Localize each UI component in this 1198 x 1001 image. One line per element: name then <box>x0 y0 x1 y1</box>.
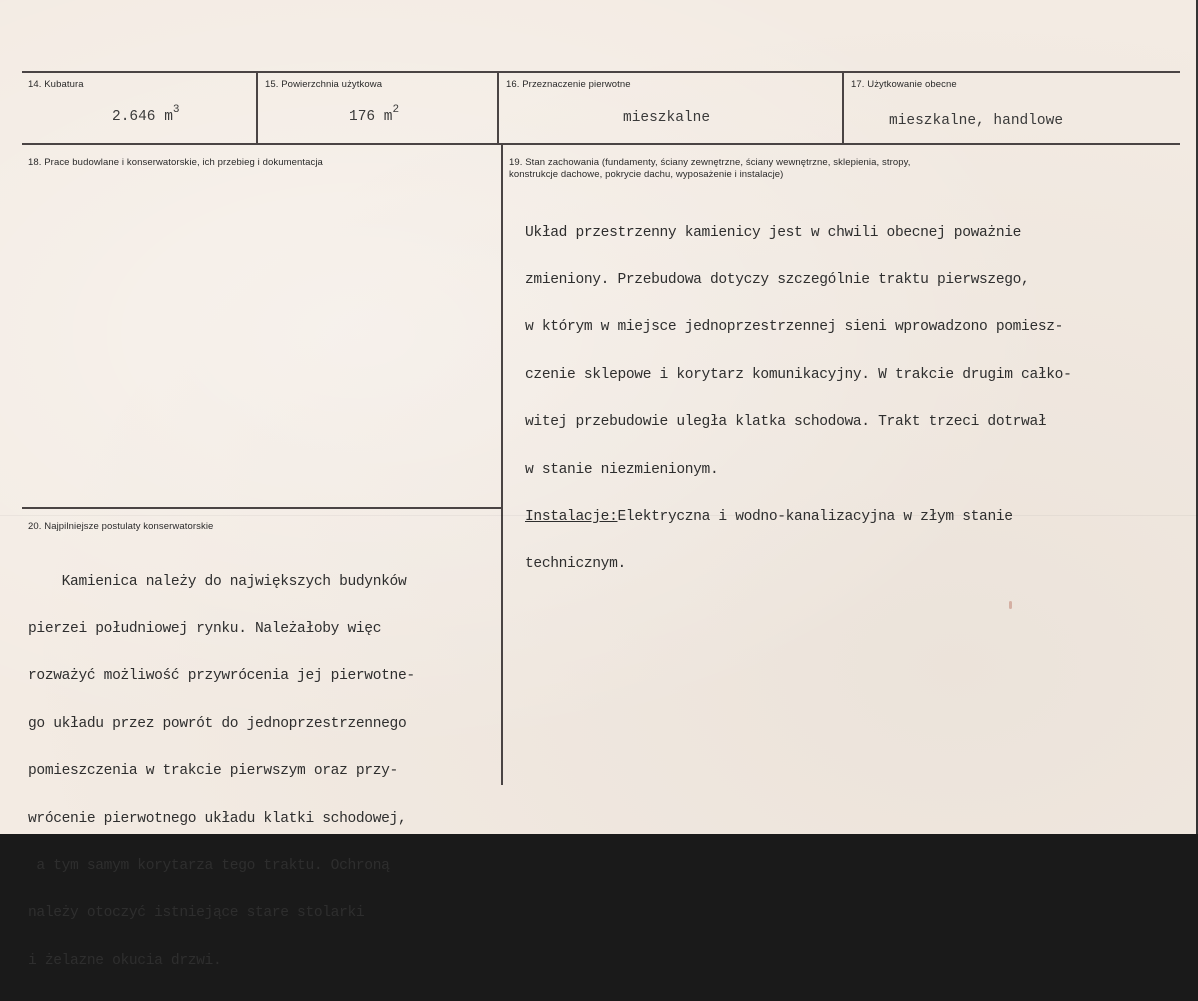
field-20-header: 20. Najpilniejsze postulaty konserwatorskie <box>28 521 214 532</box>
divider-14-15 <box>256 73 258 143</box>
field-20-line-7: a tym samym korytarza tego traktu. Ochroną <box>28 857 390 874</box>
field-19-header <box>509 157 911 181</box>
field-19-line-2: zmieniony. Przebudowa dotyczy szczególnie traktu pierwszego, <box>525 271 1030 288</box>
field-19-line-5: witej przebudowie uległa klatka schodowa. Trakt trzeci dotrwał <box>525 414 1047 431</box>
field-20-line-8: należy otoczyć istniejące stare stolarki <box>28 905 365 922</box>
row1-bottom-rule <box>22 143 1180 145</box>
field-19-install-label: Instalacje: <box>525 508 618 525</box>
field-19-line-3: w którym w miejsce jednoprzestrzennej sieni wprowadzono pomiesz- <box>525 319 1064 336</box>
field-14-header: 14. Kubatura <box>28 79 84 90</box>
field-14-exponent: 3 <box>172 104 180 116</box>
field-15-number: 176 m <box>349 108 393 125</box>
field-15-value <box>349 106 399 125</box>
field-18-header: 18. Prace budowlane i konserwatorskie, ich przebieg i dokumentacja <box>28 157 323 168</box>
field-15-exponent: 2 <box>392 104 400 116</box>
field-20-line-5: pomieszczenia w trakcie pierwszym oraz przy- <box>28 763 398 780</box>
field-16-header: 16. Przeznaczenie pierwotne <box>506 79 631 90</box>
section18-bottom-rule <box>22 507 501 509</box>
main-vertical-divider <box>501 145 503 785</box>
paper-speck <box>1009 601 1012 609</box>
field-19-line-4: czenie sklepowe i korytarz komunikacyjny. W trakcie drugim całko- <box>525 366 1072 383</box>
field-19-line-1: Układ przestrzenny kamienicy jest w chwili obecnej poważnie <box>525 224 1022 241</box>
divider-16-17 <box>842 73 844 143</box>
field-20-line-2: pierzei południowej rynku. Należałoby więc <box>28 620 382 637</box>
field-19-install-text: Elektryczna i wodno-kanalizacyjna w złym stanie <box>617 508 1013 525</box>
field-20-line-1: Kamienica należy do największych budynków <box>28 573 407 590</box>
divider-15-16 <box>497 73 499 143</box>
field-15-header: 15. Powierzchnia użytkowa <box>265 79 383 90</box>
field-19-header-line-2: konstrukcje dachowe, pokrycie dachu, wyposażenie i instalacje) <box>509 169 784 180</box>
field-17-header: 17. Użytkowanie obecne <box>851 79 957 90</box>
field-20-line-4: go układu przez powrót do jednoprzestrzennego <box>28 715 407 732</box>
top-rule <box>22 71 1180 73</box>
field-20-line-9: i żelazne okucia drzwi. <box>28 952 222 969</box>
paper-fold <box>0 515 1198 516</box>
field-19-install-line <box>525 510 1072 526</box>
field-14-number: 2.646 m <box>112 108 173 125</box>
field-20-text <box>28 543 415 1001</box>
field-20-line-3: rozważyć możliwość przywrócenia jej pierwotne- <box>28 668 415 685</box>
field-20-line-6: wrócenie pierwotnego układu klatki schodowej, <box>28 810 407 827</box>
field-19-text <box>525 194 1072 605</box>
field-14-value <box>112 106 180 125</box>
field-19-install-line-2: technicznym. <box>525 556 626 573</box>
field-16-value: mieszkalne <box>623 110 711 126</box>
field-19-header-line-1: 19. Stan zachowania (fundamenty, ściany zewnętrzne, ściany wewnętrzne, sklepienia, stropy, <box>509 157 911 168</box>
field-19-line-6: w stanie niezmienionym. <box>525 461 719 478</box>
field-17-value: mieszkalne, handlowe <box>889 113 1064 129</box>
